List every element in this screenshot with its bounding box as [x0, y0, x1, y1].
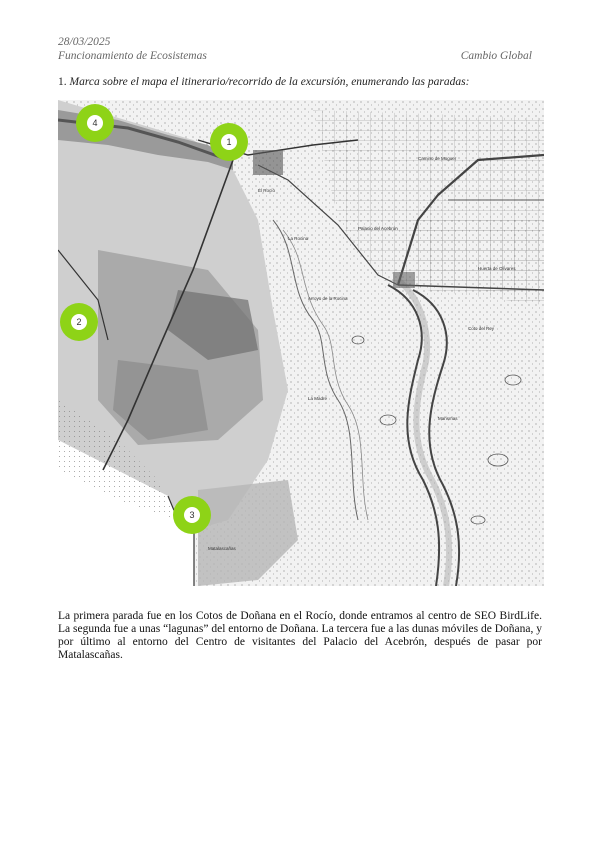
map-label: Arroyo de la Rocina — [308, 296, 348, 301]
header-course: Funcionamiento de Ecosistemas — [58, 50, 207, 62]
map-base — [58, 100, 544, 586]
stop-marker-label: 4 — [92, 118, 98, 128]
stop-marker-label: 3 — [189, 510, 195, 520]
stop-marker-1 — [210, 123, 248, 161]
stop-marker-label: 2 — [76, 317, 82, 327]
question-number: 1. — [58, 76, 67, 88]
question-text: Marca sobre el mapa el itinerario/recorrido de la excursión, enumerando las paradas: — [69, 76, 470, 88]
excursion-map — [58, 100, 544, 586]
question — [58, 76, 469, 88]
map-svg — [58, 100, 544, 586]
map-label: Huerta de Olivares — [478, 266, 516, 271]
map-label: Camino de Moguer — [418, 156, 457, 161]
map-label: Palacio del Acebrón — [358, 226, 398, 231]
stop-marker-2 — [60, 303, 98, 341]
answer-paragraph: La primera parada fue en los Cotos de Doñana en el Rocío, donde entramos al centro de SEO BirdLife. La segunda fue a unas “lagunas” del entorno de Doñana. La tercera fue a las dunas móviles de Doñana, y por último al entorno del Centro de visitantes del Palacio del Acebrón, después de pasar por Matalascañas. — [58, 609, 542, 662]
map-label: La Rocina — [288, 236, 309, 241]
stop-marker-3 — [173, 496, 211, 534]
map-label: Marismas — [438, 416, 458, 421]
map-label: Matalascañas — [208, 546, 236, 551]
stop-marker-label: 1 — [226, 137, 232, 147]
stop-marker-4 — [76, 104, 114, 142]
header-topic: Cambio Global — [460, 50, 532, 62]
map-label: La Madre — [308, 396, 328, 401]
header-date: 28/03/2025 — [58, 36, 111, 48]
map-label: El Rocío — [258, 188, 276, 193]
map-label: Coto del Rey — [468, 326, 495, 331]
